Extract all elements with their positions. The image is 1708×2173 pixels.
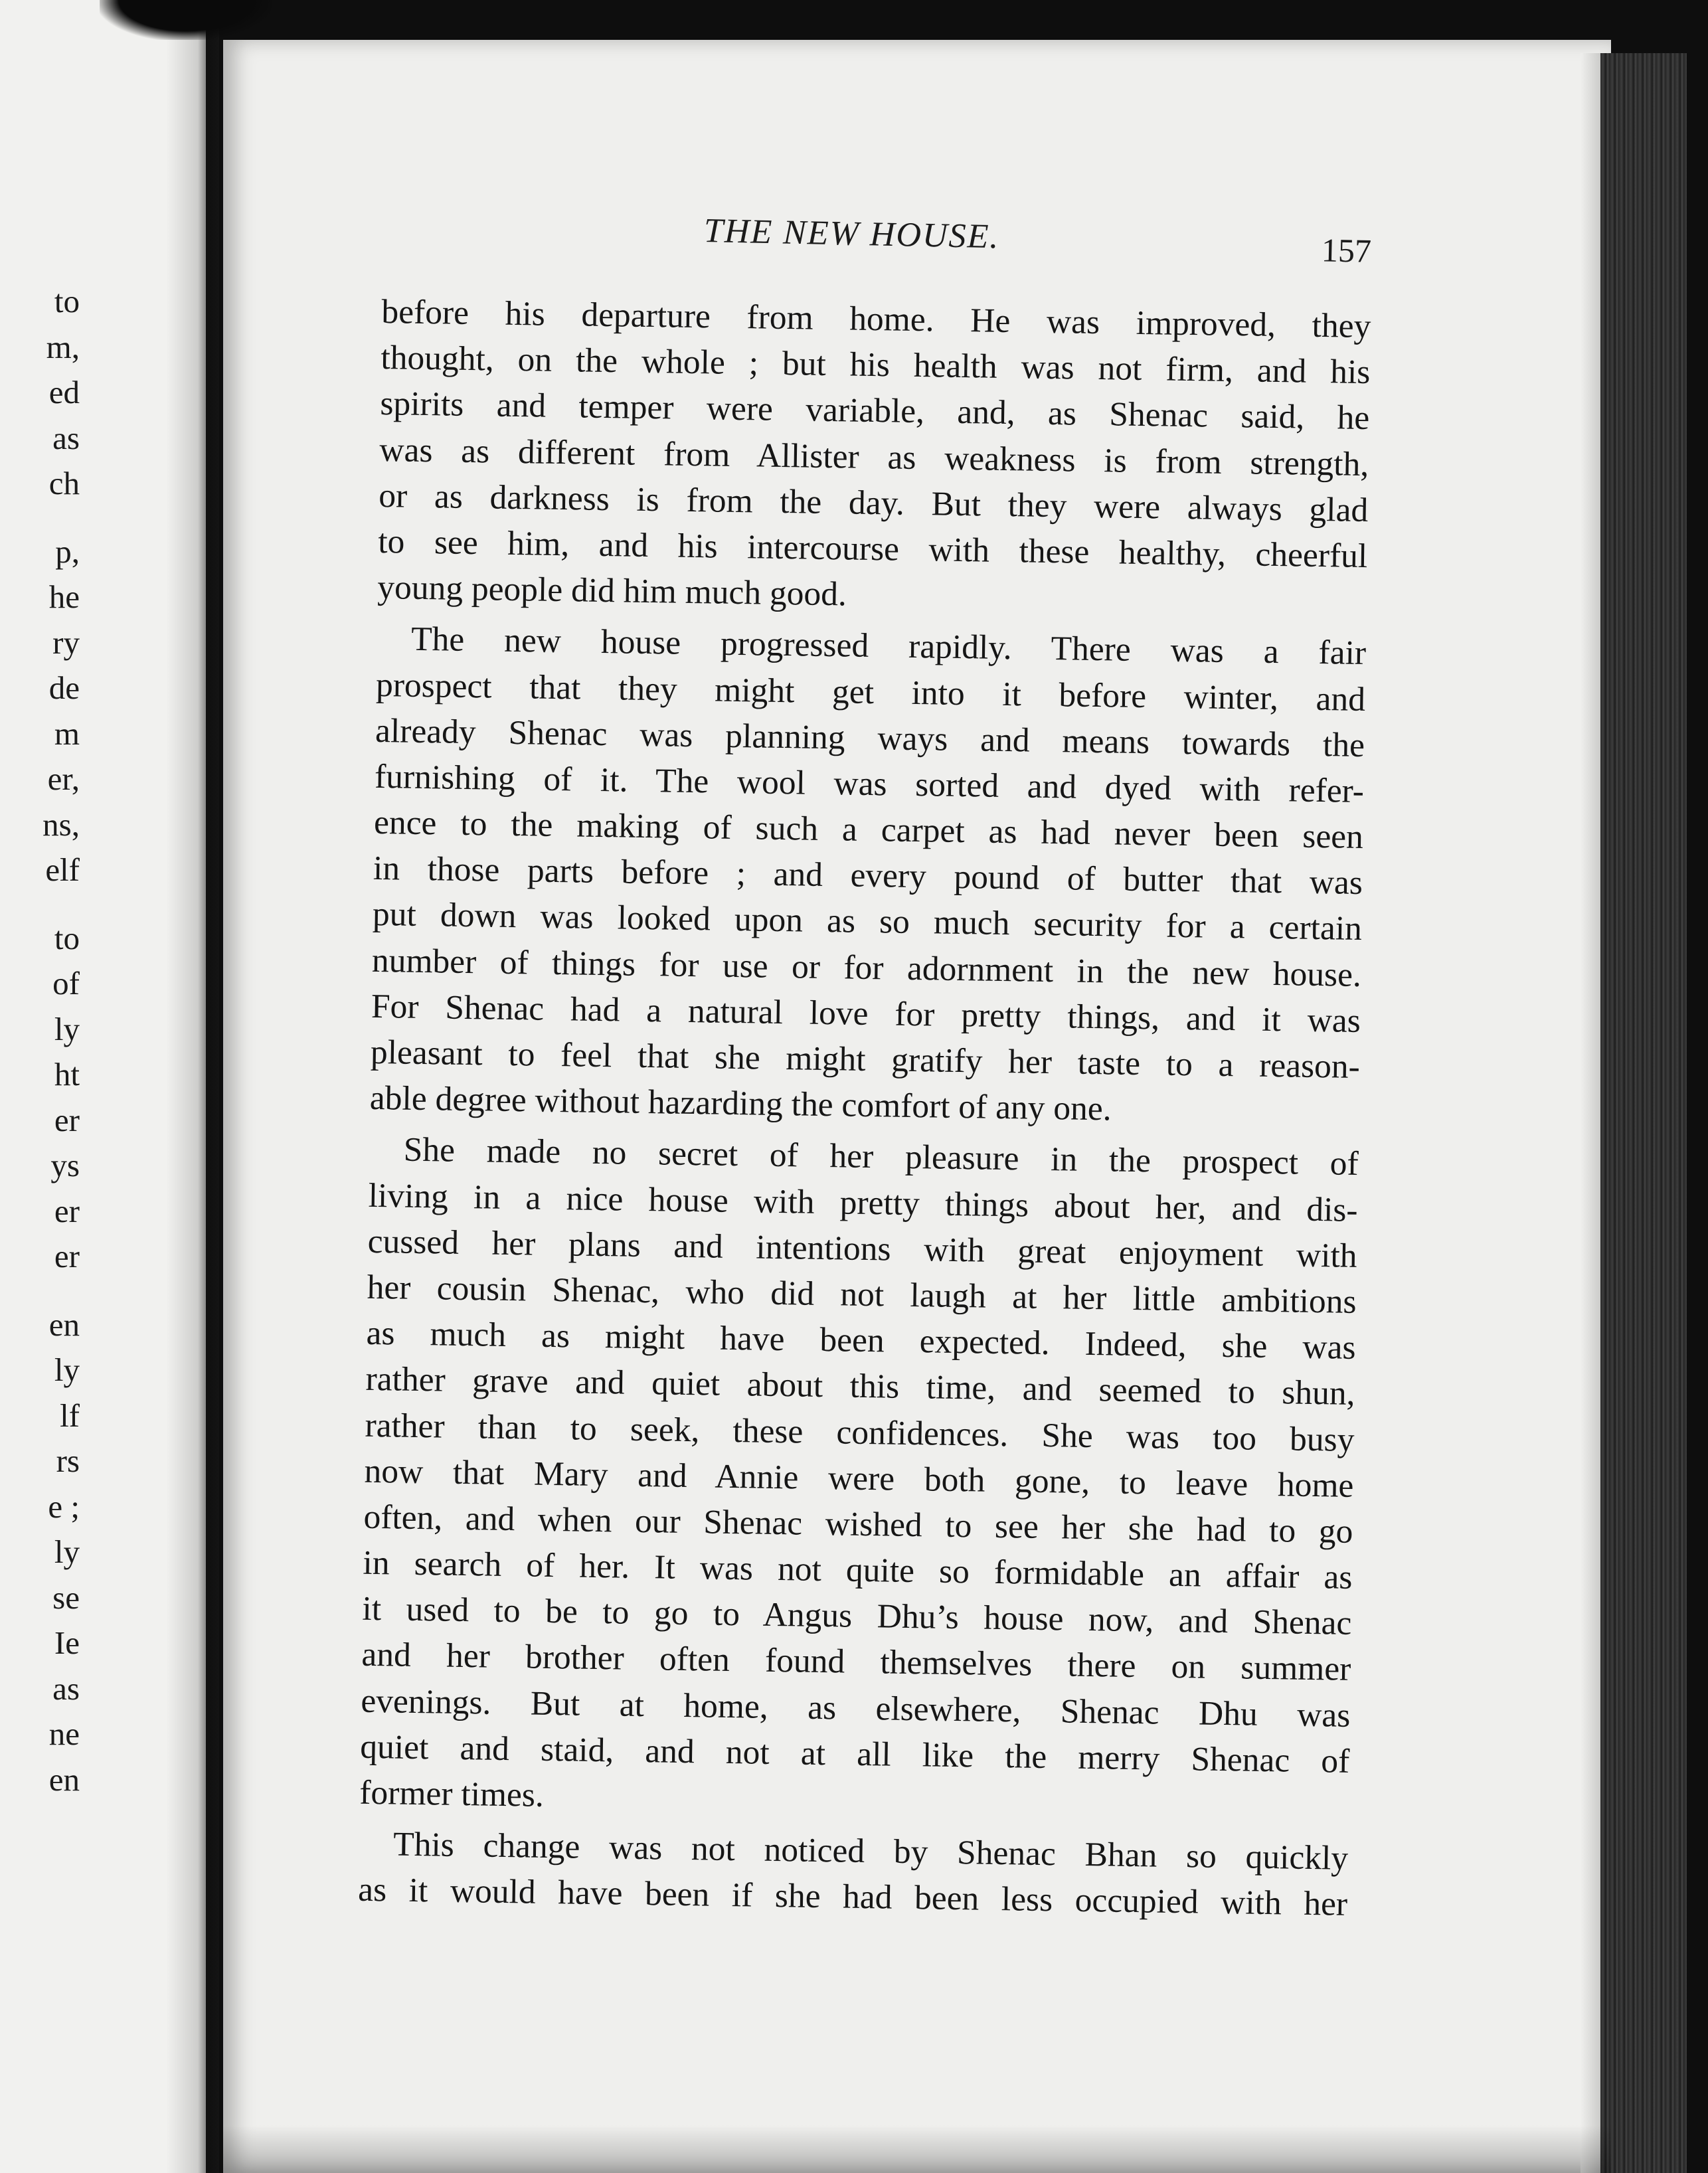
left-fragment-gap [0,507,80,529]
text-line: and her brother often found themselves there on summer [361,1636,1351,1689]
text-line: She made no secret of her pleasure in the prospect of [403,1131,1359,1183]
left-fragment: to [54,919,80,956]
text-line: evenings. But at home, as elsewhere, Shenac Dhu was [361,1682,1351,1735]
left-fragment: ed [48,374,80,410]
left-fragment: ry [52,624,80,661]
left-fragment: er [54,1238,80,1274]
text-line: as it would have been if she had been less occupied with her [357,1871,1348,1924]
text-line: in those parts before ; and every pound of butter that was [373,849,1363,903]
left-fragment: rs [56,1442,80,1479]
left-fragment: Ie [54,1624,80,1661]
left-fragment-gap [0,893,80,916]
left-fragment: lf [60,1397,80,1434]
text-line: furnishing of it. The wool was sorted and dyed with refer- [374,757,1365,810]
text-line: This change was not noticed by Shenac Bhan so quickly [392,1825,1349,1878]
left-fragment: ly [54,1533,80,1570]
left-fragment: m [54,715,80,752]
left-fragment: e ; [48,1488,80,1525]
left-fragment: ht [54,1056,80,1092]
left-fragment: ys [50,1147,80,1183]
left-fragment: as [52,419,80,456]
text-line: often, and when our Shenac wished to see her she had to go [363,1498,1353,1551]
left-fragment: ne [48,1715,80,1752]
text-line: able degree without hazarding the comfort of any one. [369,1079,1112,1128]
text-line: prospect that they might get into it before winter, and [375,665,1366,719]
paragraph [359,1126,1359,1830]
paragraph [358,1821,1349,1927]
text-line: former times. [359,1773,545,1814]
text-line: cussed her plans and intentions with great enjoyment with [367,1222,1357,1275]
paragraph [377,289,1371,625]
text-line: now that Mary and Annie were both gone, to leave home [364,1452,1354,1505]
left-fragment: en [48,1306,80,1343]
text-line: young people did him much good. [377,568,847,614]
left-fragment: er [54,1101,80,1138]
left-fragment: of [52,965,80,1001]
text-line: it used to be to go to Angus Dhu’s house now, and Shenac [362,1590,1352,1643]
text-line: already Shenac was planning ways and means towards the [375,711,1365,764]
left-fragment: de [48,669,80,706]
text-line: rather grave and quiet about this time, and seemed to shun, [365,1360,1355,1413]
page-block-edges [1600,53,1687,2173]
text-line: number of things for use or for adornment in the new house. [371,941,1362,994]
text-line: rather than to seek, these confidences. She was too busy [365,1406,1355,1459]
left-fragment: to [54,283,80,319]
left-fragment: se [52,1579,80,1616]
left-fragment: er, [47,760,80,797]
text-line: thought, on the whole ; but his health was not firm, and his [381,339,1371,392]
text-line: quiet and staid, and not at all like the merry Shenac of [360,1727,1350,1781]
left-fragment: p, [55,533,80,570]
text-line: For Shenac had a natural love for pretty things, and it was [371,987,1361,1040]
left-fragment: m, [46,328,80,365]
text-line: before his departure from home. He was improved, they [381,292,1371,346]
page-number: 157 [1321,231,1372,270]
text-line: ence to the making of such a carpet as had never been seen [373,803,1364,857]
text-line: to see him, and his intercourse with these healthy, cheerful [377,522,1368,575]
text-line: The new house progressed rapidly. There was a fair [410,620,1367,673]
top-binding-edge [100,0,272,40]
left-fragment: as [52,1670,80,1707]
bottom-shade [223,2125,1611,2173]
left-fragment: ch [48,465,80,501]
left-fragment: en [48,1761,80,1798]
text-line: in search of her. It was not quite so formidable an affair as [363,1543,1353,1597]
left-fragment: er [54,1192,80,1229]
left-fragment: ns, [43,806,80,843]
text-line: as much as might have been expected. Indeed, she was [366,1314,1356,1367]
text-line: her cousin Shenac, who did not laugh at her little ambitions [367,1268,1357,1321]
body-text [358,289,1371,1927]
left-fragment: ly [54,1351,80,1388]
text-line: pleasant to feel that she might gratify her taste to a reason- [370,1033,1361,1086]
paragraph [369,616,1366,1136]
text-line: spirits and temper were variable, and, as Shenac said, he [380,385,1370,438]
left-fragment: ly [54,1010,80,1047]
left-fragment: elf [45,851,80,888]
left-fragment-gap [0,1280,80,1302]
text-line: put down was looked upon as so much security for a certain [372,895,1363,948]
text-line: living in a nice house with pretty things about her, and dis- [368,1176,1359,1229]
left-page-text-fragments [0,279,80,1802]
running-head: THE NEW HOUSE. [703,212,1000,256]
gutter-shadow [166,0,219,2173]
left-fragment: he [48,578,80,615]
text-line: or as darkness is from the day. But they were always glad [378,476,1369,529]
text-line: was as different from Allister as weakness is from strength, [379,430,1369,483]
